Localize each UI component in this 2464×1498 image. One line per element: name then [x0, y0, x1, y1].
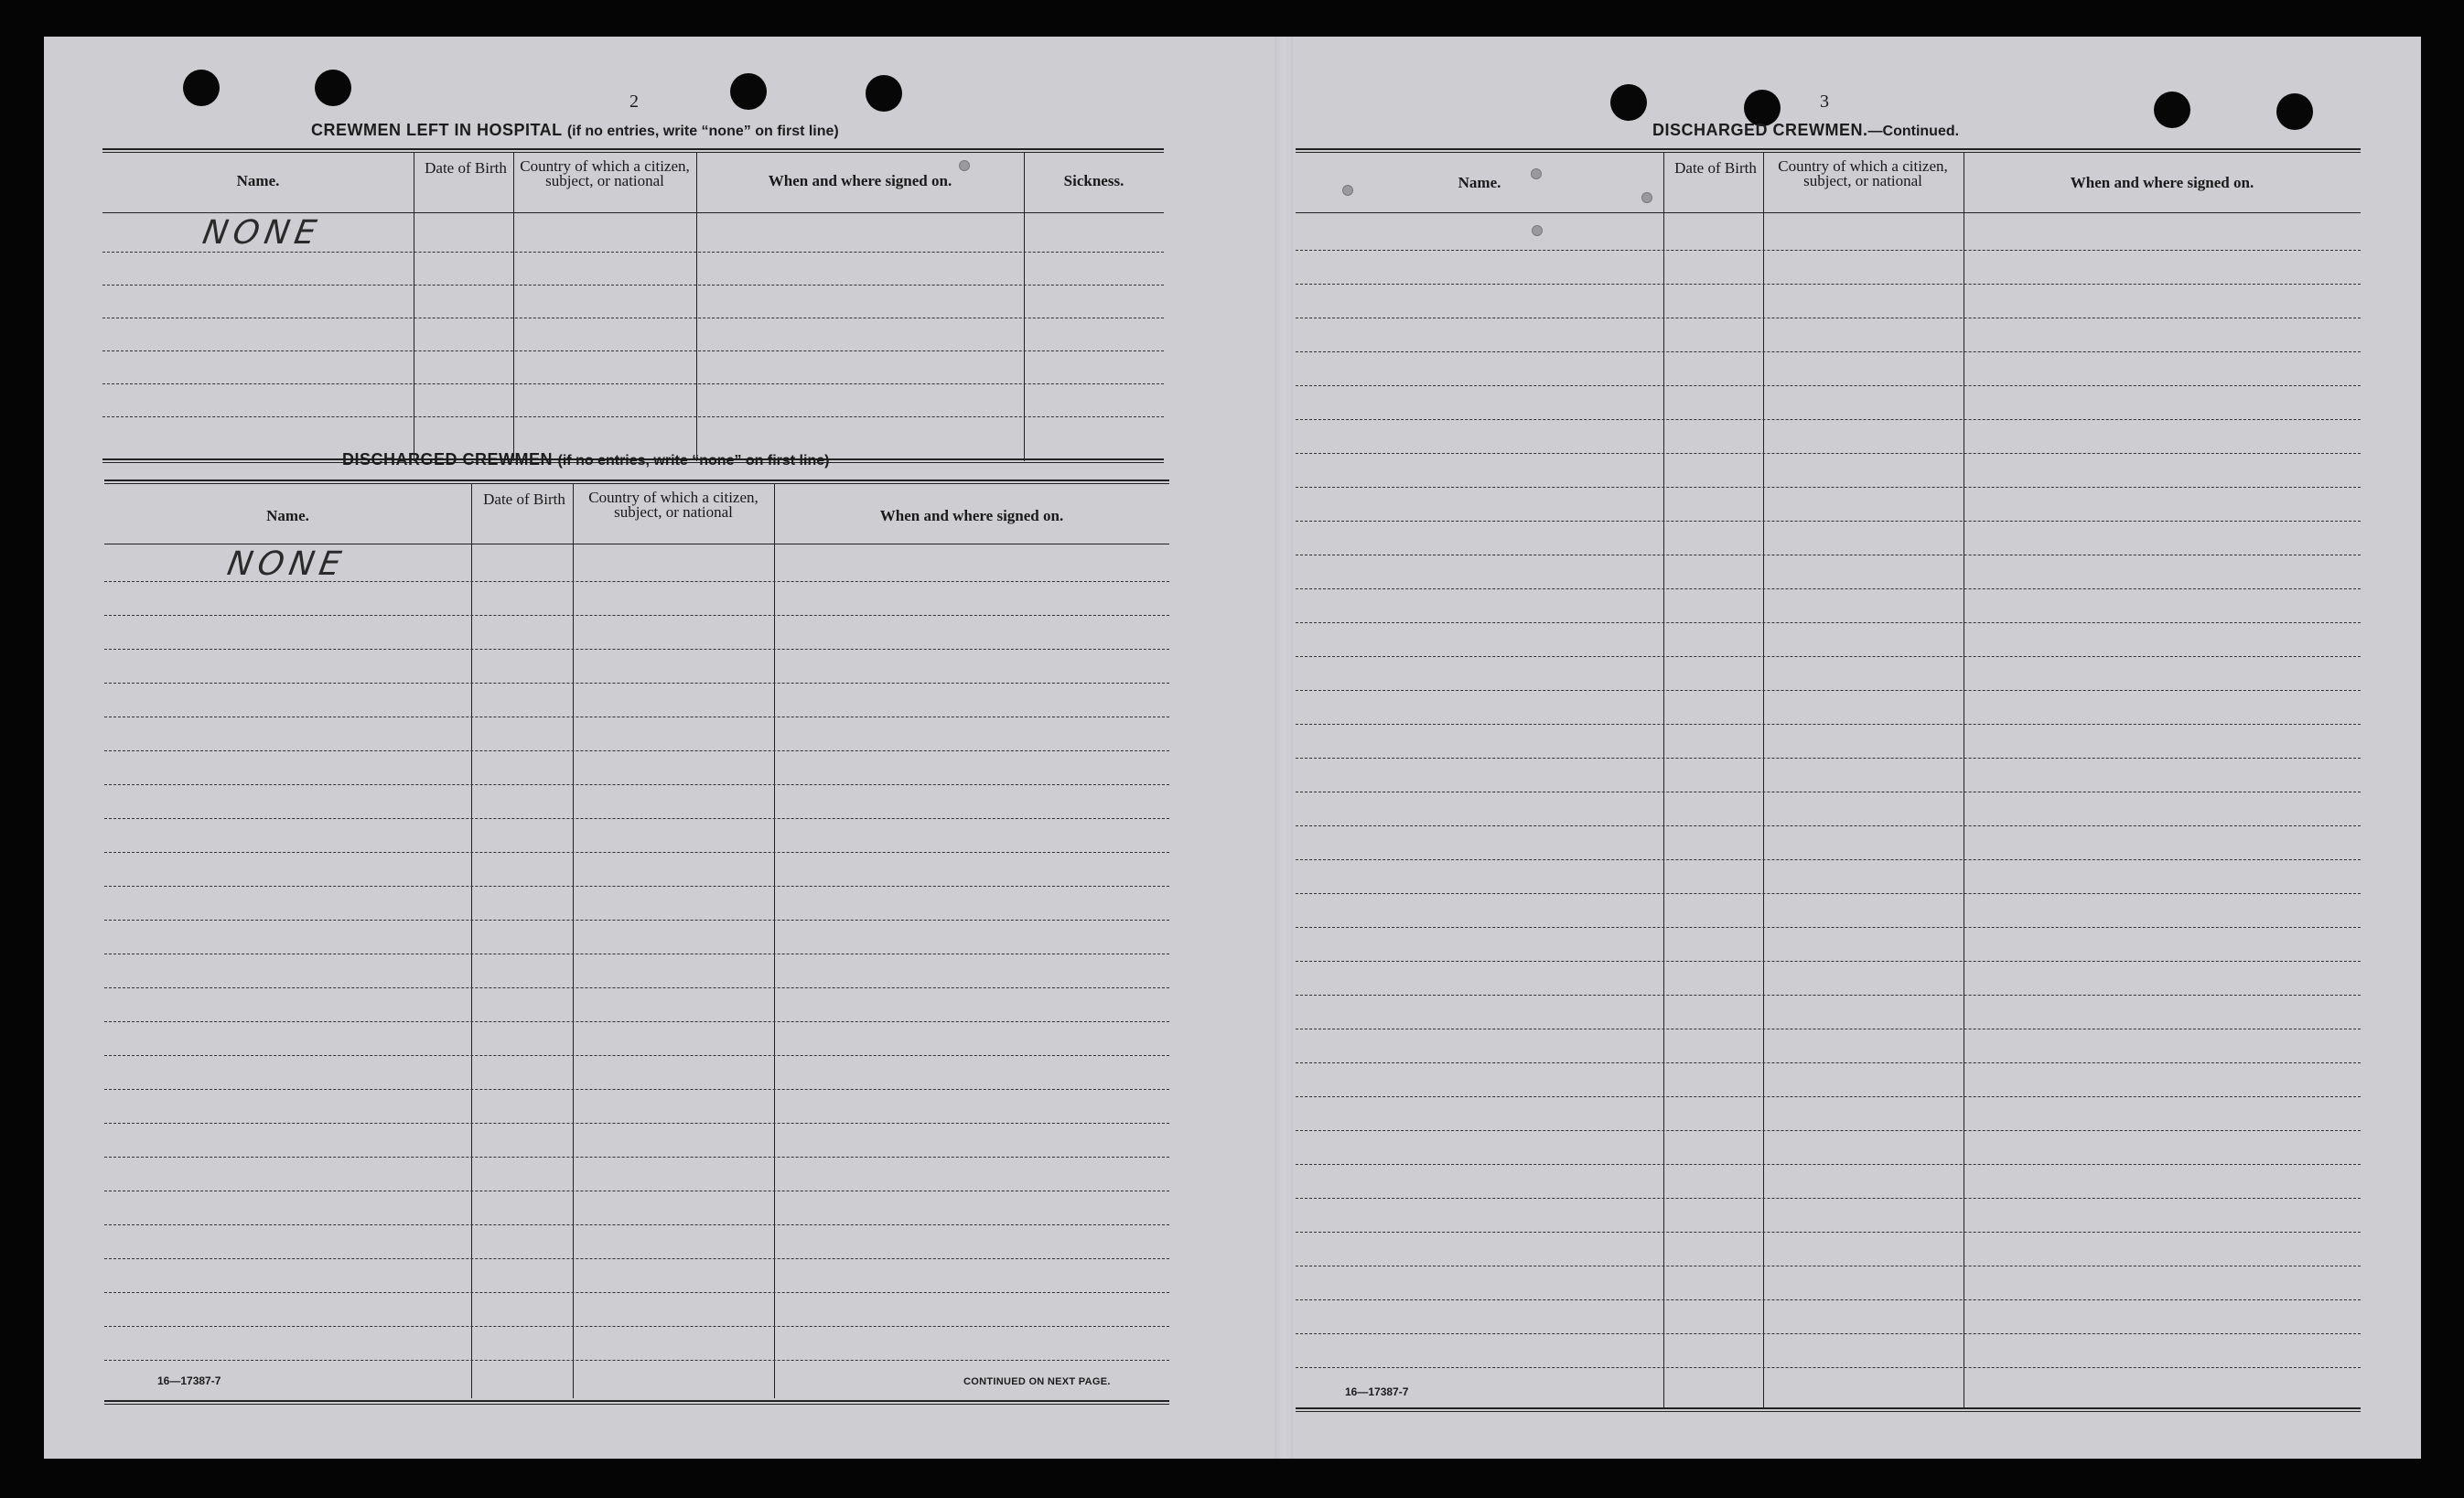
handwritten-entry: NONE — [199, 214, 325, 252]
column-divider — [696, 152, 697, 461]
table-top-rule — [1296, 148, 2361, 153]
entry-row-line — [1296, 656, 2361, 657]
punch-hole — [2276, 93, 2313, 130]
entry-row-line — [1296, 419, 2361, 420]
entry-row-line — [104, 1157, 1169, 1158]
hospital-section-title — [311, 121, 839, 140]
continued-on-next-page: CONTINUED ON NEXT PAGE. — [963, 1376, 1111, 1387]
entry-row-line — [104, 920, 1169, 921]
entry-row-line — [104, 987, 1169, 988]
entry-row-line — [1296, 1299, 2361, 1300]
discharged-continued-title — [1652, 121, 1959, 140]
entry-row-line — [1296, 588, 2361, 589]
entry-row-line — [104, 852, 1169, 853]
discharged-table-right — [1296, 148, 2361, 1415]
entry-row-line — [1296, 1096, 2361, 1097]
entry-row-line — [1296, 250, 2361, 251]
column-header-name: Name. — [236, 172, 280, 189]
entry-row-line — [104, 784, 1169, 785]
entry-row-line — [1296, 859, 2361, 860]
column-divider — [774, 483, 775, 1398]
column-header-date-of-birth: Date of Birth — [483, 490, 565, 508]
entry-row-line — [1296, 453, 2361, 454]
hospital-title-text: CREWMEN LEFT IN HOSPITAL — [311, 121, 563, 139]
entry-row-line — [1296, 690, 2361, 691]
entry-row-line — [102, 383, 1164, 384]
discharged-title-text: DISCHARGED CREWMEN — [342, 450, 554, 469]
discharged-table-left — [104, 480, 1169, 1406]
header-line — [102, 212, 1164, 213]
handwritten-entry: NONE — [224, 545, 350, 583]
entry-row-line — [104, 615, 1169, 616]
column-header-sickness: Sickness. — [1063, 172, 1124, 189]
entry-row-line — [104, 1292, 1169, 1293]
punch-hole — [2154, 92, 2190, 128]
hospital-table — [102, 148, 1164, 465]
entry-row-line — [104, 1224, 1169, 1225]
entry-row-line — [104, 683, 1169, 684]
entry-row-line — [1296, 1164, 2361, 1165]
entry-row-line — [1296, 758, 2361, 759]
page-gutter — [1275, 37, 1293, 1459]
entry-row-line — [1296, 995, 2361, 996]
discharged-continued-title-text: DISCHARGED CREWMEN. — [1652, 121, 1868, 139]
column-header-signed-on: When and where signed on. — [768, 172, 952, 189]
column-header-date-of-birth: Date of Birth — [425, 159, 507, 177]
column-divider — [471, 483, 472, 1398]
entry-row-line — [1296, 1367, 2361, 1368]
column-header-name: Name. — [1458, 174, 1501, 191]
entry-row-line — [104, 1089, 1169, 1090]
entry-row-line — [1296, 1198, 2361, 1199]
column-header-country: Country of which a citizen, subject, or national — [1778, 157, 1948, 189]
entry-row-line — [102, 416, 1164, 417]
column-divider — [1763, 152, 1764, 1407]
entry-row-line — [1296, 961, 2361, 962]
entry-row-line — [1296, 825, 2361, 826]
table-top-rule — [102, 148, 1164, 153]
entry-row-line — [1296, 284, 2361, 285]
column-header-country: Country of which a citizen, subject, or national — [520, 157, 690, 189]
punch-hole — [1610, 84, 1647, 121]
entry-row-line — [1296, 724, 2361, 725]
discharged-title-note: (if no entries, write “none” on first line) — [557, 453, 830, 469]
entry-row-line — [104, 750, 1169, 751]
column-divider — [1024, 152, 1025, 461]
punch-hole — [866, 75, 902, 112]
entry-row-line — [104, 1123, 1169, 1124]
punch-hole — [183, 70, 220, 106]
entry-row-line — [104, 1326, 1169, 1327]
entry-row-line — [1296, 385, 2361, 386]
page-number-right: 3 — [1820, 92, 1829, 112]
entry-row-line — [1296, 1333, 2361, 1334]
column-divider — [1663, 152, 1664, 1407]
table-bottom-rule — [1296, 1407, 2361, 1412]
column-header-country: Country of which a citizen, subject, or national — [588, 489, 759, 521]
ledger-sheet — [44, 37, 2421, 1459]
entry-row-line — [102, 350, 1164, 351]
entry-row-line — [104, 1258, 1169, 1259]
entry-row-line — [104, 649, 1169, 650]
column-divider — [513, 152, 514, 461]
table-top-rule — [104, 480, 1169, 484]
entry-row-line — [1296, 622, 2361, 623]
hospital-title-note: (if no entries, write “none” on first line) — [566, 124, 839, 139]
table-bottom-rule — [104, 1400, 1169, 1405]
column-divider — [573, 483, 574, 1398]
entry-row-line — [1296, 893, 2361, 894]
column-header-name: Name. — [266, 507, 309, 524]
entry-row-line — [1296, 487, 2361, 488]
page-number-left: 2 — [629, 92, 639, 112]
entry-row-line — [1296, 1062, 2361, 1063]
column-header-date-of-birth: Date of Birth — [1674, 159, 1757, 177]
entry-row-line — [104, 1021, 1169, 1022]
discharged-section-title — [342, 450, 829, 469]
entry-row-line — [102, 252, 1164, 253]
entry-row-line — [104, 818, 1169, 819]
entry-row-line — [104, 886, 1169, 887]
column-header-signed-on: When and where signed on. — [879, 507, 1064, 524]
entry-row-line — [1296, 1232, 2361, 1233]
entry-row-line — [1296, 521, 2361, 522]
entry-row-line — [104, 1360, 1169, 1361]
punch-hole — [730, 73, 767, 110]
entry-row-line — [104, 1055, 1169, 1056]
column-header-signed-on: When and where signed on. — [2070, 174, 2254, 191]
header-line — [1296, 212, 2361, 213]
entry-row-line — [102, 285, 1164, 286]
entry-row-line — [1296, 927, 2361, 928]
punch-hole — [315, 70, 351, 106]
discharged-continued-suffix: —Continued. — [1867, 124, 1960, 139]
form-code-right: 16—17387-7 — [1345, 1385, 1409, 1398]
entry-row-line — [1296, 1130, 2361, 1131]
form-code-left: 16—17387-7 — [157, 1374, 221, 1387]
entry-row-line — [1296, 351, 2361, 352]
